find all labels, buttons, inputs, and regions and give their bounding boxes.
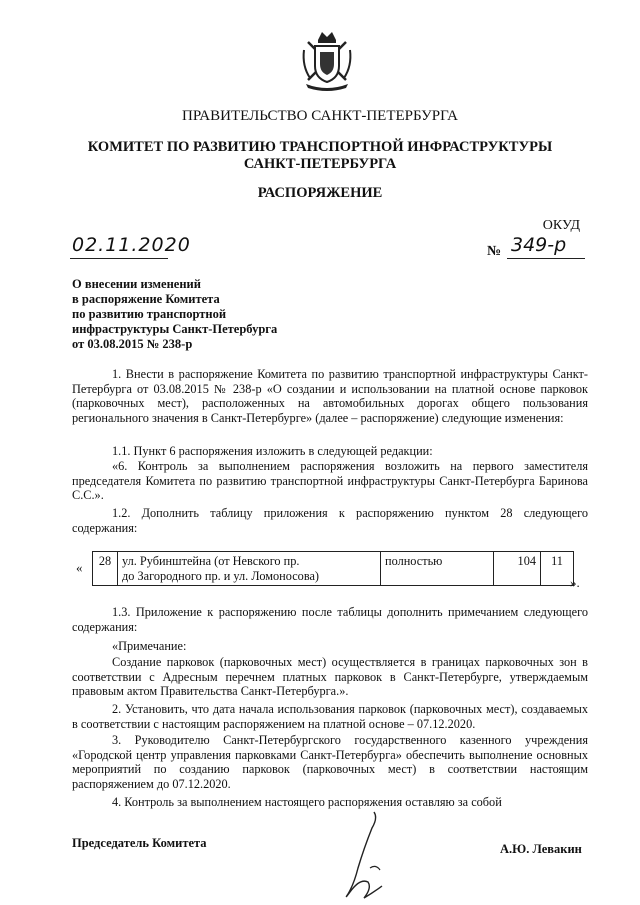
row-street [118, 552, 381, 586]
okud-label: ОКУД [542, 218, 580, 233]
subject-line: по развитию транспортной [72, 307, 227, 321]
street-line2: до Загородного пр. и ул. Ломоносова) [122, 568, 320, 583]
committee-title [0, 139, 640, 173]
row-value1: 104 [494, 552, 541, 586]
government-title: ПРАВИТЕЛЬСТВО САНКТ-ПЕТЕРБУРГА [182, 108, 458, 124]
note-title: «Примечание: [112, 639, 187, 653]
number-underline [507, 258, 585, 259]
row-value2: 11 [541, 552, 574, 586]
table-row [93, 552, 574, 586]
committee-title-line1: КОМИТЕТ ПО РАЗВИТИЮ ТРАНСПОРТНОЙ ИНФРАСТРУКТУРЫ [87, 139, 553, 155]
subject-line: в распоряжение Комитета [72, 292, 220, 306]
date-underline [70, 258, 168, 259]
appendix-table [92, 551, 574, 586]
subject-line: от 03.08.2015 № 238-р [72, 337, 193, 351]
signatory-name: А.Ю. Левакин [500, 842, 582, 856]
row-number: 28 [93, 552, 118, 586]
handwritten-signature-icon [330, 808, 400, 903]
number-label: № [487, 244, 502, 259]
document-date: 02.11.2020 [72, 234, 191, 256]
paragraph-1: 1. Внести в распоряжение Комитета по развитию транспортной инфраструктуры Санкт-Петербурга от 03.08.2015 № 238-р «О создании и использовании на платной основе парковок (парковочных мест), расположенных на автомобильных дорогах общего пользования регионального значения в Санкт-Петербурге» (далее – распоряжение) следующие изменения: [72, 367, 588, 425]
committee-title-line2: САНКТ-ПЕТЕРБУРГА [243, 156, 397, 172]
street-line1: ул. Рубинштейна (от Невского пр. [122, 554, 300, 568]
paragraph-1-1-quote: «6. Контроль за выполнением распоряжения возложить на первого заместителя председателя Комитета по развитию транспортной инфраструктуры Санкт-Петербурга Баринова С.С.». [72, 459, 588, 503]
paragraph-1-2: 1.2. Дополнить таблицу приложения к распоряжению пунктом 28 следующего содержания: [72, 506, 588, 535]
row-extent: полностью [381, 552, 494, 586]
paragraph-2: 2. Установить, что дата начала использования парковок (парковочных мест), создаваемых в соответствии с настоящим распоряжением на платной основе – 07.12.2020. [72, 702, 588, 731]
table-close-quote: ». [570, 575, 580, 590]
table-open-quote: « [76, 560, 83, 575]
subject-line: О внесении изменений [72, 277, 201, 291]
document-subject [72, 277, 277, 352]
signatory-position: Председатель Комитета [72, 836, 207, 850]
paragraph-1-3: 1.3. Приложение к распоряжению после таблицы дополнить примечанием следующего содержания: [72, 605, 588, 634]
note-text: Создание парковок (парковочных мест) осуществляется в границах парковочных зон в соответствии с Адресным перечнем платных парковок в Санкт-Петербурге, утверждаемым правовым актом Правительства Санкт-Петербурга.». [72, 655, 588, 699]
subject-line: инфраструктуры Санкт-Петербурга [72, 322, 278, 336]
paragraph-3: 3. Руководителю Санкт-Петербургского государственного казенного учреждения «Городской центр управления парковками Санкт-Петербурга» обеспечить выполнение основных мероприятий по созданию парковок (парковочных мест) в соответствии настоящим распоряжением до 07.12.2020. [72, 733, 588, 791]
st-petersburg-coat-of-arms-icon [300, 30, 354, 92]
document-number: 349-р [511, 234, 567, 256]
paragraph-1-1: 1.1. Пункт 6 распоряжения изложить в следующей редакции: [112, 444, 433, 458]
paragraph-4: 4. Контроль за выполнением настоящего распоряжения оставляю за собой [112, 795, 502, 809]
document-type: РАСПОРЯЖЕНИЕ [257, 185, 383, 201]
